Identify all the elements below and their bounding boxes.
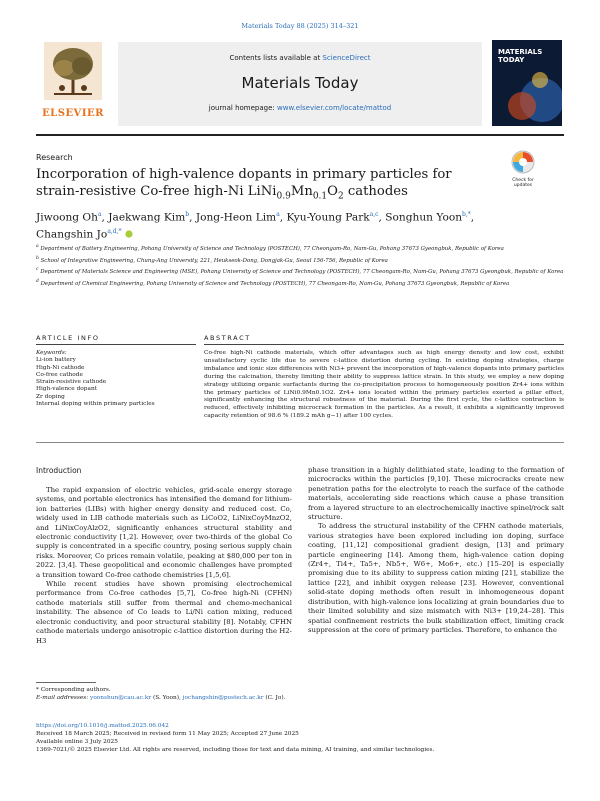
crossmark-icon	[506, 150, 540, 174]
footer	[36, 722, 564, 754]
keywords-label: Keywords:	[36, 350, 67, 356]
email-link-2[interactable]: jochangshin@postech.ac.kr	[182, 695, 264, 701]
affiliation-c: $^c$ Department of Materials Science and Engineering (MSE), Pohang University of Science and Technology (POSTECH), 77 Cheongam-Ro, Nam-Gu, Pohang 37673 Gyeongbuk, Republic of Korea	[36, 267, 564, 275]
keyword: Strain-resistive cathode	[36, 379, 107, 386]
keywords	[36, 350, 196, 408]
crossmark-label-1: Check for	[512, 178, 534, 183]
keyword: High-Ni cathode	[36, 364, 85, 371]
received-dates: Received 18 March 2025; Received in revised form 11 May 2025; Accepted 27 June 2025	[36, 731, 299, 737]
masthead-divider	[36, 134, 564, 136]
paragraph: phase transition in a highly delithiated state, leading to the formation of microcracks within the particles [9,10]. These microcracks create new penetration paths for the electrolyte to reach the surface of the cathode materials, accelerating side reactions which cause a phase transition from a layered structure to an electrochemically inactive spinel/rock salt structure.	[308, 466, 564, 522]
masthead	[36, 38, 564, 130]
sciencedirect-link[interactable]: ScienceDirect	[322, 54, 371, 62]
author-2[interactable]: Jaekwang Kim	[108, 211, 186, 224]
section-label: Research	[36, 153, 73, 162]
author-3[interactable]: Jong-Heon Lim	[195, 211, 277, 224]
author-list: Jiwoong Oh$^a$, Jaekwang Kim$^b$, Jong-Heon Lim$^a$, Kyu-Young Park$^{a,c}$, Songhun Yoon$^{b,*}$, Changshin $Jo^{a,d,*}$	[36, 211, 475, 241]
journal-title: Materials Today	[241, 74, 359, 92]
homepage-prefix: journal homepage:	[208, 104, 277, 112]
elsevier-logo[interactable]	[36, 38, 110, 126]
email-line: E-mail addresses: yoonshun@cau.ac.kr (S. Yoon), jochangshin@postech.ac.kr (C. Jo).	[36, 695, 286, 701]
journal-cover[interactable]	[492, 40, 562, 126]
intro-column-right	[308, 466, 564, 635]
available-online: Available online 3 July 2025	[36, 739, 118, 745]
affiliation-a: $^a$ Department of Battery Engineering, Pohang University of Science and Technology (POSTECH), 77 Cheongam-Ro, Nam-Gu, Pohang 37673 Gyeongbuk, Republic of Korea	[36, 244, 504, 252]
author-4[interactable]: Kyu-Young Park	[286, 211, 370, 224]
author-1[interactable]: Jiwoong Oh	[36, 211, 98, 224]
keyword: Zr doping	[36, 393, 65, 400]
affiliation-d: $^d$ Department of Chemical Engineering, Pohang University of Science and Technology (POSTECH), 77 Cheongam-Ro, Nam-Gu, Pohang 37673 Gyeongbuk, Republic of Korea	[36, 278, 510, 287]
keyword: Li-ion battery	[36, 357, 76, 364]
orcid-icon[interactable]	[125, 230, 133, 238]
corresponding-note: * Corresponding authors.	[36, 687, 111, 693]
article-info-heading: ARTICLE INFO	[36, 334, 100, 342]
keyword: High-valence dopant	[36, 386, 98, 393]
journal-reference[interactable]: Materials Today 88 (2025) 314–321	[241, 22, 359, 30]
article-title: Incorporation of high-valence dopants in primary particles for strain-resistive Co-free high-Ni $LiNi_{0.9}Mn_{0.1}O_2$ cathodes	[36, 167, 452, 202]
contents-line	[118, 54, 482, 62]
contents-prefix: Contents lists available at	[229, 54, 323, 62]
crossmark-badge[interactable]	[506, 150, 540, 188]
affiliations	[36, 243, 564, 289]
abstract-bottom-rule	[36, 442, 564, 443]
footnote	[36, 686, 436, 702]
publisher-name: ELSEVIER	[42, 108, 104, 119]
copyright: 1369-7021/© 2025 Elsevier Ltd. All rights are reserved, including those for text and data mining, AI training, and similar technologies.	[36, 747, 435, 753]
intro-column-left	[36, 486, 292, 646]
journal-banner	[118, 42, 482, 126]
abstract-rule	[204, 344, 564, 345]
author-5[interactable]: Songhun Yoon	[385, 211, 463, 224]
crossmark-label-2: updates	[513, 183, 533, 188]
email-link-1[interactable]: yoonshun@cau.ac.kr	[90, 695, 152, 701]
footnote-rule	[36, 682, 96, 683]
article-info-rule	[36, 344, 196, 345]
cover-title: MATERIALS TODAY	[498, 48, 543, 64]
keyword: Internal doping within primary particles	[36, 401, 155, 408]
abstract-text: Co-free high-Ni cathode materials, which offer advantages such as high energy density and low cost, exhibit unsatisfactory cyclic life due to severe c-lattice distortion during cycling. In existing doping strategies, charge imbalance and ionic size differences with Ni3+ prevent the incorporation of high-valence dopants into primary particles during the calcination, thereby limiting their ability to suppress lattice strain. In this study, we employ a new doping strategy utilizing organic surfactants during the co-precipitation process to homogeneously position Zr4+ ions within the primary particles of LiNi0.9Mn0.1O2. Zr4+ ions located within the primary particles exerted a pillar effect, significantly enhancing the structural robustness of the material. During the first cycle, the c-lattice contraction is reduced, effectively inhibiting microcrack formation in the particles. As a result, it exhibits a significantly improved capacity retention of 98.6 % (189.2 mAh g−1) after 100 cycles.	[204, 350, 564, 420]
elsevier-tree-icon	[44, 42, 102, 100]
paragraph: To address the structural instability of the CFHN cathode materials, various strategies have been explored including ion doping, surface coating, [11,12] compositional gradient design, [13] and primary particle engineering [14]. Among them, high-valence cation doping (Zr4+, Ti4+, Ta5+, Nb5+, W6+, Mo6+, etc.) [15–20] is especially promising due to its ability to suppress cation mixing [21], stabilize the lattice [22], and inhibit oxygen release [23]. However, conventional solid-state doping methods often result in inhomogeneous dopant distribution, with high-valence ions localizing at grain boundaries due to their limited solubility and size mismatch with Ni3+ [19,24–28]. This spatial confinement restricts the bulk stabilization effect, limiting crack suppression at the core of primary particles. Therefore, to enhance the	[308, 522, 564, 634]
paragraph: While recent studies have shown promising electrochemical performance from Co-free cathodes [5,7], Co-free high-Ni (CFHN) cathode materials still suffer from thermal and chemo-mechanical instability. The absence of Co leads to Li/Ni cation mixing, reduced electronic conductivity, and poor structural stability [8]. Notably, CFHN cathode materials undergo anisotropic c-lattice distortion during the H2-H3	[36, 580, 292, 645]
affiliation-b: $^b$ School of Integrative Engineering, Chung-Ang University, 221, Heukseok-Dong, Dongjak-Gu, Seoul 156-756, Republic of Korea	[36, 255, 388, 264]
paragraph: The rapid expansion of electric vehicles, grid-scale energy storage systems, and portable electronics has intensified the demand for lithium-ion batteries (LIBs) with higher energy density and reduced cost. Co, widely used in LIB cathode materials such as LiCoO2, LiNixCoyMnzO2, and LiNixCoyAlzO2, significantly enhances structural stability and electronic conductivity [1,2]. However, over two-thirds of the global Co supply is concentrated in a specific country, posing serious supply chain risks. Moreover, Co prices remain volatile, peaking at $80,000 per ton in 2022. [3,4]. These geopolitical and economic challenges have prompted a transition toward Co-free cathode chemistries [1,5,6].	[36, 486, 292, 579]
abstract-heading: ABSTRACT	[204, 334, 251, 342]
homepage-link[interactable]: www.elsevier.com/locate/mattod	[277, 104, 392, 112]
doi-link[interactable]: https://doi.org/10.1016/j.mattod.2025.06.042	[36, 723, 169, 729]
introduction-heading: Introduction	[36, 466, 82, 475]
homepage-line	[118, 104, 482, 112]
author-6[interactable]: Changshin Jo	[36, 228, 108, 241]
keyword: Co-free cathode	[36, 371, 83, 378]
